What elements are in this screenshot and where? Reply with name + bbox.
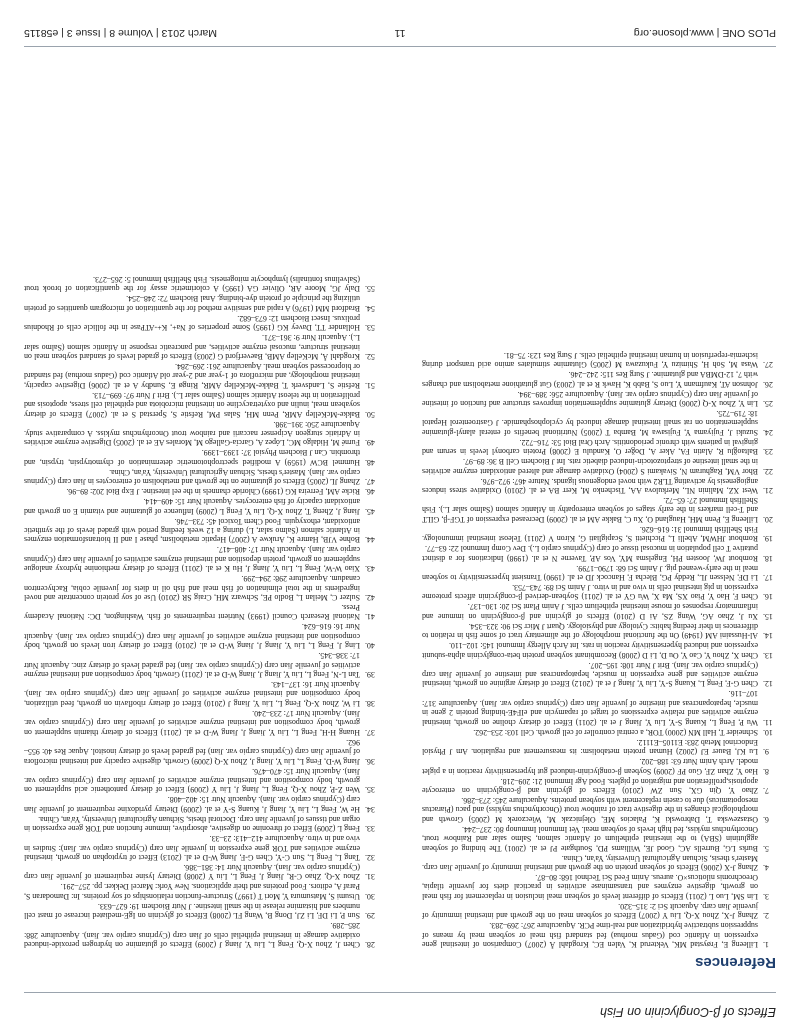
reference-number: 32. xyxy=(365,852,375,862)
reference-item xyxy=(422,496,778,524)
reference-item xyxy=(24,333,380,361)
references-column-right xyxy=(24,274,380,949)
reference-text: Hummel BCW (1959) A modified spectrophotometric determination of chymotrypsin, trypsin, and thrombin. Can J Biochem Physiol 37: 1393–1399. xyxy=(24,448,360,467)
reference-number: 5. xyxy=(763,843,769,853)
reference-number: 6. xyxy=(763,814,769,824)
reference-item xyxy=(422,583,778,602)
reference-number: 15. xyxy=(763,611,773,621)
reference-number: 14. xyxy=(763,631,773,641)
reference-item xyxy=(24,362,380,390)
reference-number: 29. xyxy=(365,911,375,921)
reference-item xyxy=(24,622,380,650)
header-rule xyxy=(24,992,776,993)
reference-number: 41. xyxy=(365,612,375,622)
reference-item xyxy=(24,448,380,467)
reference-number: 54. xyxy=(365,303,375,313)
reference-number: 37. xyxy=(365,727,375,737)
reference-number: 18. xyxy=(763,553,773,563)
reference-text: Bakke-McKellep AMR, Penn MH, Salas PM, Refstie S, Sperstad S et al. (2007) Effects of dietary soyabean meal, inulin and oxytetracycline on intestinal microbiota and epithelial cell stress, apoptosis and proliferation in the teleost Atlantic salmon (Salmo salar L.). Brit J Nutr 97: 699–713. xyxy=(24,390,360,419)
reference-item xyxy=(422,796,778,824)
reference-number: 27. xyxy=(763,360,773,370)
reference-number: 22. xyxy=(763,466,773,476)
reference-item xyxy=(24,709,380,737)
reference-item xyxy=(422,689,778,727)
reference-item xyxy=(422,727,778,736)
reference-text: Ricke AM, Ferreira KG (1999) Chloride channels in the eel intestine. J Exp Biol 202: 89–96. xyxy=(66,487,360,497)
reference-item xyxy=(24,516,380,544)
footer-rule xyxy=(24,46,776,47)
reference-text: Lin SM, Luo L (2011) Effects of different levels of soybean meal inclusion in replacement for fish meal on growth, digestive enzymes and transaminase activities in practical diets for juvenile tilapia, Oreochromis niloticus×O. aureus. Anim Feed Sci Technol 168: 80–87. xyxy=(422,872,758,901)
reference-text: National Research Council (1993) Nutrient requirements of fish. Washington, DC: National Academy Press. xyxy=(24,603,360,622)
reference-item xyxy=(422,476,778,495)
reference-text: Krogdahl Å, McKellep AMB, Baeverfjord G (2003) Effects of graded levels of standard soybean meal on intestinal structure, mucosal enzyme activities, and pancreatic response in Atlantic salmon (Salmo salar L.). Aquacult Nutr 9: 361–371. xyxy=(24,333,360,361)
reference-item xyxy=(422,602,778,621)
reference-text: Tan L-N, Feng L, Liu Y, Jiang J, Jiang W-D et al. (2011) Growth, body composition and intestinal enzyme activities of juvenile Jian carp (Cyprinus carpio var. Jian) fed graded levels of dietary zinc. Aquacult Nutr 17: 338–345. xyxy=(24,651,360,680)
reference-number: 38. xyxy=(365,698,375,708)
reference-text: Jiang W-D, Feng L, Liu Y, Jiang J, Zhou X-Q (2009) Growth, digestive capacity and intestinal microflora of juvenile Jian carp (Cyprinus carpio var. Jian) fed graded levels of dietary inositol. Aquac Res 40: 955–962. xyxy=(24,737,360,766)
reference-number: 12. xyxy=(763,679,773,689)
reference-item xyxy=(422,873,778,901)
reference-text: Li W, Zhou X-Q, Feng L, Liu Y, Jiang J (2010) Effect of dietary riboflavin on growth, feed utilization, body composition and intestinal enzyme activities of juvenile Jian carp (Cyprinus carpio var. Jian). Aquacult Nutr 16: 137–143. xyxy=(24,680,360,708)
reference-item xyxy=(24,651,380,679)
reference-item xyxy=(24,834,380,862)
reference-item xyxy=(422,901,778,920)
reference-number: 9. xyxy=(763,747,769,757)
reference-text: Wu P, Feng L, Kuang S-Y, Liu Y, Jiang J et al. (2011) Effect of dietary choline on growth, intestinal enzyme activities and relative expressions of target of rapamycin and eIF4E-binding protein 2 gene in muscle, hepatopancreas and intestine of juvenile Jian carp (Cyprinus carpio var. Jian). Aquaculture 317: 107–116. xyxy=(422,689,758,727)
reference-number: 48. xyxy=(365,457,375,467)
reference-text: Chen X, Zhou Y, Cao Y, Ou D, Li D (2008) Recombinant soybean protein beta-conglycinin alpha-subunit expression and induced hypersensitivity reaction in rats. Int Arch Allergy Immunol 145: 102–110. xyxy=(422,641,758,660)
reference-number: 50. xyxy=(365,409,375,419)
reference-item xyxy=(24,863,380,882)
reference-number: 31. xyxy=(365,872,375,882)
reference-text: Ling J, Feng L, Liu Y, Jiang J, Jiang W-D et al. (2010) Effect of dietary iron levels on growth, body composition and intestinal enzyme activities of juvenile Jian carp (Cyprinus carpio var. Jian). Aquacult Nutr 16: 616–624. xyxy=(24,622,360,651)
reference-text: Rombout JHWM, Abelli L, Picchietti S, Scapigliati G, Kiron V (2011) Teleost intestinal immunology. Fish Shellfish Immunol 31: 616–626. xyxy=(422,524,758,544)
reference-text: Chen F, Hao Y, Piao XS, Ma X, Wu GY et al. (2011) Soybean-derived β-conglycinin affects proteome expression in pig intestinal cells in vivo and in vitro. J Anim Sci 89: 743–753. xyxy=(422,583,758,602)
reference-text: Zhou X-Q, Zhao C-R, Jiang J, Feng L, Liu Y (2008) Dietary lysine requirement of juvenile Jian carp (Cyprinus carpio var. Jian). Aquacult Nutr 14: 381–386. xyxy=(24,862,360,882)
reference-text: Baltaoğlu R, Alatin FA, Aker A, Doğer O, Kandulu E (2008) Protein carbonyl levels in serum and gingival in patients with chronic periodontitis. Arch Oral Biol 53: 716–722. xyxy=(422,437,758,457)
reference-number: 45. xyxy=(365,506,375,516)
reference-number: 2. xyxy=(763,911,769,921)
reference-number: 28. xyxy=(365,940,375,949)
reference-item xyxy=(422,457,778,476)
reference-item xyxy=(422,853,778,872)
reference-number: 4. xyxy=(763,862,769,872)
reference-list-left xyxy=(422,350,778,949)
reference-number: 43. xyxy=(365,564,375,574)
reference-text: Zhao Y, Qin GX, Sun ZW (2010) Effects of glycinin and β-conglycinin on enterocyte apoptosis,proliferation and migration of piglets. Food Agr Immunol 21: 209–218. xyxy=(422,776,758,795)
reference-item xyxy=(24,921,380,949)
reference-item xyxy=(24,419,380,447)
reference-number: 23. xyxy=(763,447,773,457)
reference-text: Huang H-H, Feng L, Liu Y, Jiang J, Jiang W-D et al. (2011) Effects of dietary thiamin supplement on growth, body composition and intestinal enzyme activities of juvenile Jian carp (Cyprinus carpio var. Jian). Aquacult Nutr 17: 233–240. xyxy=(24,708,360,737)
reference-text: Daly JG, Moore AR, Olivier GA (1995) A colorimetric assay for the quantification of brook trout (Salvelinus fontinalis) lymphocyte mitogenesis. Fish Shellfish Immunol 5: 265–273. xyxy=(24,274,360,294)
reference-item xyxy=(422,737,778,756)
reference-text: Xiao W-W, Feng L, Liu Y, Jiang J, Hu K et al. (2011) Effects of dietary methionine hydroxy analogue supplement on growth, protein deposition and intestinal enzymes activities of juvenile Jian carp (Cyprinus carpio var. Jian). Aquacult Nutr 17: 408–417. xyxy=(24,545,360,574)
running-title: Effects of β-Conglycinin on Fish xyxy=(600,1005,776,1019)
reference-number: 40. xyxy=(365,641,375,651)
reference-number: 10. xyxy=(763,727,773,737)
reference-number: 8. xyxy=(763,766,769,776)
reference-text: Wasa M, Soh H, Shimizu Y, Fukuzawa M (2005) Glutamine stimulates amino acid transport during ischemia-reperfusion in human intestinal epithelial cells. J Surg Res 123: 75–81. xyxy=(422,350,758,370)
reference-number: 52. xyxy=(365,351,375,361)
reference-item xyxy=(422,437,778,456)
reference-item xyxy=(24,680,380,708)
reference-text: Chen J, Zhou X-Q, Feng L, Liu Y, Jiang J (2009) Effects of glutamine on hydrogen peroxide-induced oxidative damage in intestinal epithelial cells of Jian carp (Cyprinus carpio var. Jian). Aquaculture 288: 285–289. xyxy=(24,921,360,949)
reference-text: Ostaszewska T, Dabrowski K, Palacios ME, Olejniczak M, Wieczorek M (2005) Growth and morphological changes in the digestive tract of rainbow trout (Oncorhynchus mykiss) and pacu (Piaractus mesopotamicus) due to casein replacement with soybean proteins. Aquaculture 245: 273–286. xyxy=(422,795,758,824)
reference-number: 13. xyxy=(763,650,773,660)
reference-text: Lin Y, Zhou X-Q (2006) Dietary glutamine supplementation improves structure and function of intestine of juvenile Jian carp (Cyprinus carpio var. Jian). Aquaculture 256: 389–394. xyxy=(422,389,758,408)
references-column-left xyxy=(422,350,778,949)
reference-text: Utsumi S, Matsumura Y, Mori T (1997) Structure-function relationships of soy proteins. In: Damodaran S, Paraf A, editors. Food proteins and their applications. New York: Marcel Dekker. pp. 257–291. xyxy=(24,882,360,901)
reference-text: Lu KJ, Bauer EJ (2002) Human protein metabolism: its measurement and regulation. Am J Physiol Endocrinol Metab 283: E1105–E1112. xyxy=(422,737,758,757)
reference-text: Zhang JL (2005) Effects of glutamine on the growth and metabolism of enterocytes in Jian carp (Cyprinus carpio var. Jian). Master's thesis, Sichuan Agricultural University, Ya'an, China. xyxy=(24,467,360,487)
reference-number: 25. xyxy=(763,399,773,408)
reference-item xyxy=(422,389,778,408)
reference-item xyxy=(24,766,380,794)
reference-item xyxy=(422,824,778,852)
reference-item xyxy=(24,497,380,516)
reference-number: 51. xyxy=(365,380,375,390)
reference-number: 30. xyxy=(365,891,375,901)
reference-number: 19. xyxy=(763,534,773,544)
reference-text: Bohne VJB, Hamre K, Arukwe A (2007) Hepatic metabolism, phase I and II biotransformation enzymes in Atlantic salmon (Salmo salar, L) during a 12 week feeding period with graded levels of the synthetic antioxidant, ethoxyquin. Food Chem Toxicol 45: 733–746. xyxy=(24,516,360,545)
reference-item xyxy=(422,409,778,437)
reference-number: 20. xyxy=(763,514,773,524)
reference-number: 35. xyxy=(365,785,375,795)
footer-issue-info: March 2013 | Volume 8 | Issue 3 | e58115 xyxy=(24,27,218,39)
reference-text: Chen G-F, Feng L, Kuang S-Y, Liu Y, Jiang J et al. (2012) Effect of dietary arginine on growth, intestinal enzyme activities and gene expression in muscle, hepatopancreas and intestine of juvenile Jian carp (Cyprinus carpio var. Jian). Brit J Nutr 108: 195–207. xyxy=(422,660,758,689)
reference-text: Johnson AT, Kaufmann Y, Luo S, Babb K, Hawk R et al. (2003) Gut glutathione metabolism and changes with 7, 12-DMBA and glutamine. J Surg Res 115: 242–246. xyxy=(422,370,758,389)
reference-text: Zhang J-X, Zhou X-Q, Liu Y (2007) Effects of soybean meal on the growth and intestinal immunity of juvenile Jian carp. Aquacult Sci 2: 315–320. xyxy=(422,901,758,921)
reference-item xyxy=(24,795,380,814)
reference-text: Hao Y, Zhan ZF, Guo PF (2009) Soybean β-conglycinin-induced gut hypersensitivity reaction in a piglet model. Arch Anim Nutr 63: 188–202. xyxy=(422,757,758,776)
reference-text: Refstie S, Landsverk T, Bakke-McKellep AMR, Ringø E, Sundby A et al. (2006) Digestive capacity, intestinal morphology, and microflora of 1-year and 2-year old Atlantic cod (Gadus morhua) fed standard or bioprocessed soybean meal. Aquaculture 261: 269–284. xyxy=(24,361,360,390)
reference-text: Furné M, Hidalgo MC, López A, García-Gallego M, Morales AE et al. (2005) Digestive enzyme activities in Adriatic sturgeon Acipenser naccarii and rainbow trout Oncorhynchus mykiss. A comparative study. Aquaculture 250: 391–398. xyxy=(24,419,360,448)
reference-text: Jiang J, Zheng T, Zhou X-Q, Liu Y, Feng L (2009) Influence of glutamine and vitamin E on growth and antioxidant capacity of fish enterocytes. Aquacult Nutr 15: 409–414. xyxy=(24,497,360,516)
reference-text: Bradford MM (1976) A rapid and sensitive method for the quantitation of microgram quantities of protein utilizing the principle of protein dye-binding. Anal Biochem 72: 248–254. xyxy=(24,294,360,313)
reference-text: Burks LG, Burrells AC, Good JE, Williams PD, Southgate PJ et al. (2001) The binding of soybean agglutinin (SBA) to the intestinal epithelium of Atlantic salmon, Salmo salar and Rainbow trout, Oncorhynchus mykiss, fed high levels of soybean meal. Vet Immunol Immunop 80: 237–244. xyxy=(422,824,758,853)
reference-number: 34. xyxy=(365,804,375,814)
reference-text: Wen Z-P, Zhou X-Q, Feng L, Jiang J, Liu Y (2009) Effect of dietary pantothenic acid supplement on growth, body composition and intestinal enzyme activities of juvenile Jian carp (Cyprinus carpio var. Jian). Aquacult Nutr 15: 470–476. xyxy=(24,766,360,795)
reference-item xyxy=(24,467,380,486)
reference-item xyxy=(422,524,778,543)
reference-number: 39. xyxy=(365,670,375,680)
reference-number: 17. xyxy=(763,573,773,583)
reference-text: Sulzer C, Meilan L, Bodlo PE, Schwarz MH, Craig SR (2010) Use of soy protein concentrate and novel ingredients in the total elimination of fish meal and fish oil in diets for juvenile cobia, Rachycentron canadum. Aquaculture 298: 294–299. xyxy=(24,574,360,603)
reference-item xyxy=(24,275,380,294)
reference-number: 7. xyxy=(763,785,769,795)
reference-text: Al-Hussaini AM (1949) On the functional morphology of the alimentary tract of some fish in relation to differences in their feeding habits: Cytology and physiology. Quart J Micr Sci 90: 323–354. xyxy=(422,621,758,641)
reference-number: 53. xyxy=(365,323,375,333)
reference-item xyxy=(24,737,380,765)
reference-number: 1. xyxy=(763,940,769,949)
reference-item xyxy=(422,776,778,795)
reference-number: 49. xyxy=(365,438,375,448)
reference-number: 3. xyxy=(763,891,769,901)
reference-item xyxy=(24,901,380,920)
reference-text: Suzuki J, Fujiyama Y, Fujisawa M, Bamba T (2005) Nutritional benefits of enteral alanyl-glutamine supplementation on rat small intestinal damage induced by cyclophosphamide. J Gastroenterol Hepatol 18: 719–725. xyxy=(422,409,758,437)
reference-item xyxy=(24,313,380,332)
reference-text: Sun P, Li DF, Li ZJ, Dong B, Wang FL (2008) Effects of glycinin on IgE-mediated increase of mast cell numbers and histamine release in the small intestine. J Nutr Biochem 19: 627–633. xyxy=(24,901,360,921)
reference-number: 44. xyxy=(365,535,375,545)
reference-number: 16. xyxy=(763,592,773,602)
reference-item xyxy=(24,545,380,573)
reference-number: 47. xyxy=(365,477,375,487)
reference-item xyxy=(422,641,778,660)
reference-item xyxy=(422,544,778,563)
reference-number: 26. xyxy=(763,379,773,389)
reference-text: He W, Feng L, Liu Y, Jiang J, Kuang S-Y et al. (2009) Dietary pyridoxine requirement of juvenile Jian carp (Cyprinus carpio var. Jian). Aquacult Nutr 15: 402–408. xyxy=(24,795,360,814)
reference-item xyxy=(24,814,380,833)
reference-text: Hollander TT, Davey KG (1995) Some properties of Na+, K+-ATPase in the follicle cells of Rhodnius prolixus. Insect Biochem 12: 673–682. xyxy=(24,313,360,333)
reference-number: 21. xyxy=(763,486,773,496)
reference-number: 24. xyxy=(763,427,773,437)
reference-number: 33. xyxy=(365,824,375,834)
reference-text: Rombout JW, Joosten PH, Engelsma MY, Vos AP, Taverne N et al. (1998) Indications for a distinct putative T cell population in mucosal tissue of carp (Cyprinus carpio L.). Dev Comp Immunol 22: 63–77. xyxy=(422,544,758,563)
reference-item xyxy=(422,621,778,640)
reference-number: 36. xyxy=(365,756,375,766)
reference-text: Schneider T, Hall MN (2000) TOR, a central controller of cell growth. Cell 103: 253–262. xyxy=(473,727,758,737)
reference-list-right xyxy=(24,275,380,949)
reference-item xyxy=(24,603,380,622)
footer-journal: PLOS ONE | www.plosone.org xyxy=(633,27,776,39)
reference-text: Tang L, Feng L, Sun C-Y, Chen G-F, Jiang W-D et al. (2013) Effect of tryptophan on growth, intestinal enzyme activities and TOR gene expression in juvenile Jian carp (Cyprinus carpio var. Jian): Studies in vivo and in vitro. Aquaculture 412–413: 23–33. xyxy=(24,834,360,862)
reference-text: West XZ, Malinin NL, Merkulova AA, Tischenko M, Kerr BA et al. (2010) Oxidative stress induces angiogenesis by activating TLR2 with novel endogenous ligands. Nature 467: 972–976. xyxy=(422,476,758,496)
reference-item xyxy=(422,563,778,582)
references-heading: References xyxy=(695,954,776,971)
reference-item xyxy=(24,294,380,313)
reference-item xyxy=(422,370,778,389)
reference-item xyxy=(24,390,380,418)
reference-number: 55. xyxy=(365,284,375,294)
reference-item xyxy=(422,660,778,688)
reference-text: Lilleeng E, Penn MH, Haugland O, Xu C, Bakke AM et al. (2009) Decreased expression of TGF-β, GILT and T-cell markers in the early stages of soybean enteropathy in Atlantic salmon (Salmo salar L.). Fish Shellfish Immunol 27: 65–72. xyxy=(422,496,758,524)
reference-number: 46. xyxy=(365,487,375,497)
reference-item xyxy=(422,350,778,369)
reference-text: Lilleeng E, Frøystad MK, Vekterud K, Valen EC, Krogdahl Å (2007) Comparison of intestinal gene expression in Atlantic cod (Gadus morhua) fed standard fish meal or soybean meal by means of suppression subtractive hybridization and real-time PCR. Aquaculture 267: 269–283. xyxy=(422,921,758,949)
reference-item xyxy=(24,487,380,496)
reference-number: 11. xyxy=(763,717,773,727)
footer-page-number: 11 xyxy=(394,27,406,39)
reference-text: Zhang J-X (2006) Effects of soybean protein on the growth and intestinal immunity of juvenile Jian carp. Master's thesis, Sichuan Agricultural University, Ya'an, China. xyxy=(422,853,758,872)
reference-text: Feng L (2009) Effect of threonine on digestive, absorptive, immune function and TOR gene expression in organ and tissues of juvenile Jian carp. Doctoral thesis, Sichuan Agricultural University, Ya'an, China. xyxy=(24,814,360,834)
reference-item xyxy=(422,757,778,776)
reference-text: Bhor VM, Raghuram N, Sivakami S (2004) Oxidative damage and altered antioxidant enzyme activities in the small intestine of streptozotocin-induced diabetic rats. Int J Biochem Cell B 36: 89–97. xyxy=(422,457,758,476)
reference-item xyxy=(24,882,380,901)
reference-number: 42. xyxy=(365,593,375,603)
reference-item xyxy=(422,921,778,949)
reference-item xyxy=(24,574,380,602)
reference-text: Xu J, Zhao AG, Wang ZS, Ai D (2010) Effects of glycinin and β-conglycinin on immune and inflammatory responses of mouse intestinal epithelium cells. J Anim Plant Sci 20: 130–137. xyxy=(422,602,758,621)
reference-text: Li DF, Nelssen JL, Reddy PG, Blecha F, Hancock JD et al. (1990) Transient hypersensitivity to soybean meal in the early-weaned pig. J Anim Sci 68: 1790–1799. xyxy=(422,563,758,583)
